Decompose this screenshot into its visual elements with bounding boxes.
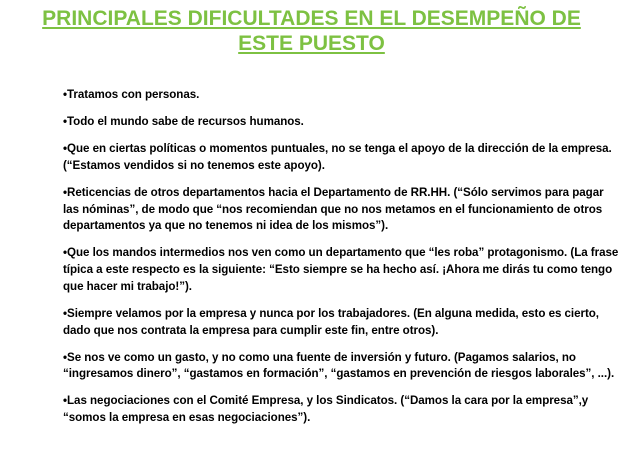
- list-item-personas: • Tratamos con personas.: [63, 87, 619, 104]
- list-item-negociaciones: • Las negociaciones con el Comité Empresa, y los Sindicatos. (“Damos la cara por la empresa”,y “somos la empresa en esas negociaciones”).: [63, 393, 619, 427]
- title-line-2: ESTE PUESTO: [238, 32, 385, 55]
- list-item-reticencias-departamentos: • Reticencias de otros departamentos hacia el Departamento de RR.HH. (“Sólo servimos para pagar las nóminas”, de modo que “nos recomiendan que no nos metamos en el funcionamiento de otros departamentos ya que no tenemos ni idea de los mismos”).: [63, 185, 619, 235]
- page-title: [8, 6, 615, 56]
- list-item-apoyo-direccion: • Que en ciertas políticas o momentos puntuales, no se tenga el apoyo de la dirección de la empresa.(“Estamos vendidos si no tenemos este apoyo).: [63, 141, 619, 175]
- title-line-1: PRINCIPALES DIFICULTADES EN EL DESEMPEÑO DE: [42, 7, 581, 30]
- list-item-recursos-humanos: • Todo el mundo sabe de recursos humanos.: [63, 114, 619, 131]
- list-item-mandos-intermedios: • Que los mandos intermedios nos ven como un departamento que “les roba” protagonismo. (La frase típica a este respecto es la siguiente: “Esto siempre se ha hecho así. ¡Ahora me dirás tu como tengo que hacer mi trabajo!”).: [63, 245, 619, 295]
- difficulties-list: [63, 87, 619, 437]
- list-item-velamos-empresa: • Siempre velamos por la empresa y nunca por los trabajadores. (En alguna medida, esto es cierto, dado que nos contrata la empresa para cumplir este fin, entre otros).: [63, 306, 619, 340]
- list-item-gasto: • Se nos ve como un gasto, y no como una fuente de inversión y futuro. (Pagamos salarios, no “ingresamos dinero”, “gastamos en formación”, “gastamos en prevención de riesgos laborales”, ...).: [63, 350, 619, 384]
